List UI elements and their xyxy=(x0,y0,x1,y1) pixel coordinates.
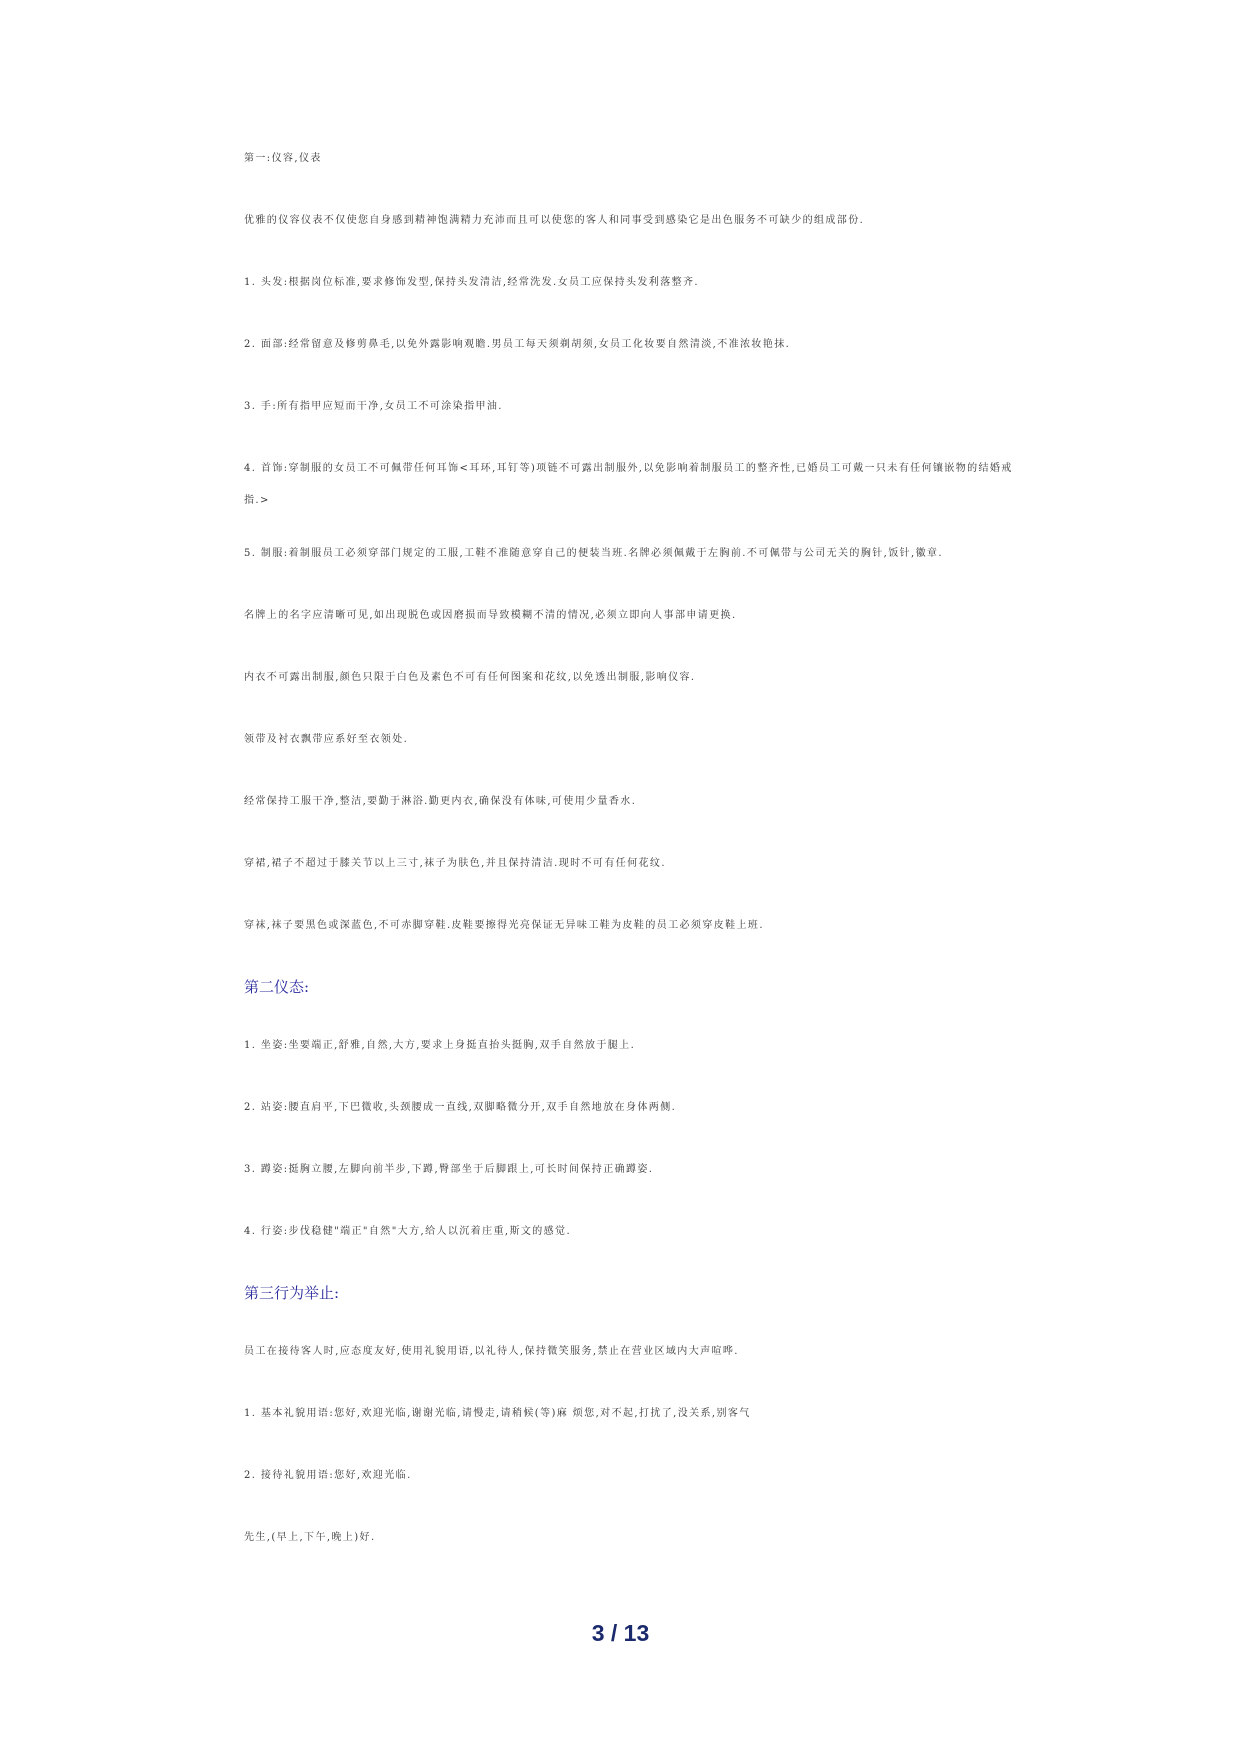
paragraph-tie: 领带及衬衣飘带应系好至衣领处. xyxy=(244,734,409,745)
list-item-squatting: 3. 蹲姿:挺胸立腰,左脚向前半步,下蹲,臀部坐于后脚跟上,可长时间保持正确蹲姿. xyxy=(244,1164,654,1175)
list-item-sitting: 1. 坐姿:坐要端正,舒雅,自然,大方,要求上身挺直抬头挺胸,双手自然放于腿上. xyxy=(244,1040,636,1051)
paragraph-intro: 优雅的仪容仪表不仅使您自身感到精神饱满精力充沛而且可以使您的客人和同事受到感染它是出色服务不可缺少的组成部份. xyxy=(244,215,865,226)
list-item-walking: 4. 行姿:步伐稳健"端正"自然"大方,给人以沉着庄重,斯文的感觉. xyxy=(244,1226,572,1237)
paragraph-underwear: 内衣不可露出制服,颜色只限于白色及素色不可有任何图案和花纹,以免透出制服,影响仪容. xyxy=(244,672,696,683)
document-body xyxy=(244,152,1024,1593)
paragraph-cleanliness: 经常保持工服干净,整洁,要勤于淋浴.勤更内衣,确保没有体味,可使用少量香水. xyxy=(244,796,637,807)
page-number: 3 / 13 xyxy=(591,1620,650,1646)
list-item-hair: 1. 头发:根据岗位标准,要求修饰发型,保持头发清洁,经常洗发.女员工应保持头发利落整齐. xyxy=(244,277,699,288)
paragraph-greeting: 先生,(早上,下午,晚上)好. xyxy=(244,1532,376,1543)
paragraph-name-badge: 名牌上的名字应清晰可见,如出现脱色或因磨损而导致模糊不清的情况,必须立即向人事部申请更换. xyxy=(244,610,737,621)
section-heading-posture: 第二仪态: xyxy=(244,978,310,996)
list-item-face: 2. 面部:经常留意及修剪鼻毛,以免外露影响观瞻.男员工每天须剃胡须,女员工化妆要自然清淡,不准浓妆艳抹. xyxy=(244,339,791,350)
paragraph-skirt: 穿裙,裙子不超过于膝关节以上三寸,袜子为肤色,并且保持清洁.现时不可有任何花纹. xyxy=(244,858,666,869)
list-item-basic-phrases: 1. 基本礼貌用语:您好,欢迎光临,谢谢光临,请慢走,请稍候(等)麻 烦您,对不起,打扰了,没关系,别客气 xyxy=(244,1408,751,1419)
paragraph-socks: 穿袜,袜子要黑色或深蓝色,不可赤脚穿鞋.皮鞋要擦得光亮保证无异味工鞋为皮鞋的员工必须穿皮鞋上班. xyxy=(244,920,764,931)
list-item-uniform: 5. 制服:着制服员工必须穿部门规定的工服,工鞋不准随意穿自己的便装当班.名牌必须佩戴于左胸前.不可佩带与公司无关的胸针,饭针,徽章. xyxy=(244,548,943,559)
list-item-reception-phrases: 2. 接待礼貌用语:您好,欢迎光临. xyxy=(244,1470,412,1481)
paragraph-behavior-intro: 员工在接待客人时,应态度友好,使用礼貌用语,以礼待人,保持微笑服务,禁止在营业区域内大声喧哗. xyxy=(244,1346,739,1357)
section-heading-behavior: 第三行为举止: xyxy=(244,1284,340,1302)
list-item-jewelry: 4. 首饰:穿制服的女员工不可佩带任何耳饰<耳环,耳钉等)项链不可露出制服外,以免影响着制服员工的整齐性,已婚员工可戴一只未有任何镶嵌物的结婚戒指.> xyxy=(244,463,1013,506)
list-item-standing: 2. 站姿:腰直肩平,下巴微收,头颈腰成一直线,双脚略微分开,双手自然地放在身体两侧. xyxy=(244,1102,677,1113)
section-title-appearance: 第一:仪容,仪表 xyxy=(244,153,322,164)
list-item-hands: 3. 手:所有指甲应短而干净,女员工不可涂染指甲油. xyxy=(244,401,503,412)
